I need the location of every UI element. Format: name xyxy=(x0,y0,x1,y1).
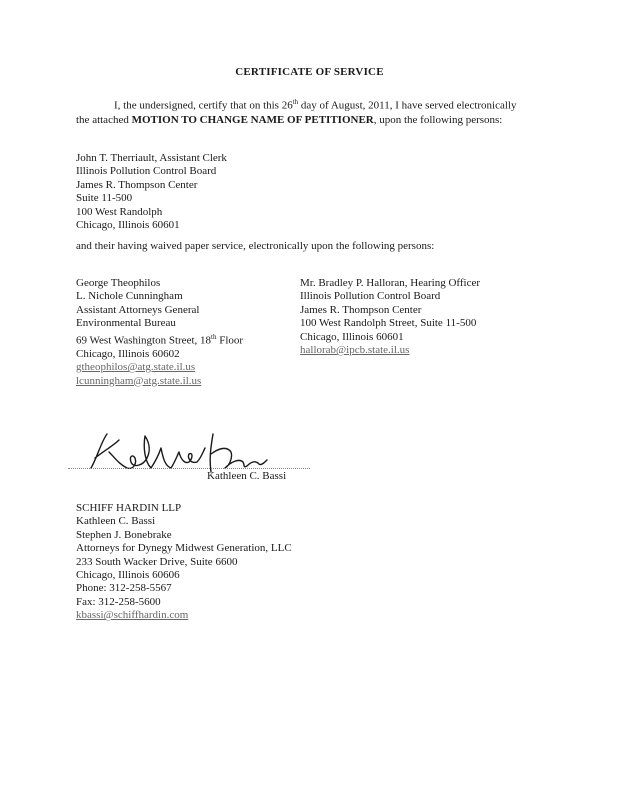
firm-line: Kathleen C. Bassi xyxy=(76,515,156,528)
intro-paragraph xyxy=(76,95,526,127)
address-line: L. Nichole Cunningham xyxy=(76,290,183,303)
waived-service-text: and their having waived paper service, electronically upon the following persons: xyxy=(76,240,435,252)
firm-line: 233 South Wacker Drive, Suite 6600 xyxy=(76,555,238,568)
signature-line xyxy=(68,468,310,469)
right-recipient-address xyxy=(300,277,480,357)
intro-text-3: , upon the following persons: xyxy=(373,113,503,126)
street-text-2: Floor xyxy=(216,334,244,347)
firm-signature-block xyxy=(76,502,292,623)
intro-text-2: day of August, 2011, I have served electronically the attached xyxy=(76,99,517,126)
address-line: Chicago, Illinois 60601 xyxy=(300,330,404,343)
firm-line: SCHIFF HARDIN LLP xyxy=(76,502,182,514)
intro-text-1: I, the undersigned, certify that on this 26 xyxy=(114,99,293,112)
address-line: John T. Therriault, Assistant Clerk xyxy=(76,152,227,164)
address-line: Chicago, Illinois 60601 xyxy=(76,219,180,232)
address-line: Mr. Bradley P. Halloran, Hearing Officer xyxy=(300,277,481,289)
address-line: Chicago, Illinois 60602 xyxy=(76,347,180,360)
firm-line: Phone: 312-258-5567 xyxy=(76,582,172,595)
address-line: 100 West Randolph Street, Suite 11-500 xyxy=(300,317,477,330)
address-line: Assistant Attorneys General xyxy=(76,303,200,316)
firm-line: Chicago, Illinois 60606 xyxy=(76,569,180,582)
email-link[interactable]: lcunningham@atg.state.il.us xyxy=(76,374,202,387)
street-text-1: 69 West Washington Street, 18 xyxy=(76,334,212,347)
left-recipient-address xyxy=(76,277,243,388)
address-street-line xyxy=(76,331,243,348)
signer-name: Kathleen C. Bassi xyxy=(207,470,287,482)
primary-recipient-address xyxy=(76,152,227,232)
email-link[interactable]: kbassi@schiffhardin.com xyxy=(76,609,189,622)
email-link[interactable]: gtheophilos@atg.state.il.us xyxy=(76,361,196,374)
firm-line: Attorneys for Dynegy Midwest Generation, LLC xyxy=(76,542,292,555)
address-line: 100 West Randolph xyxy=(76,205,163,218)
address-line: James R. Thompson Center xyxy=(76,178,198,191)
intro-ordinal-suffix: th xyxy=(292,98,299,106)
firm-line: Fax: 312-258-5600 xyxy=(76,595,161,608)
address-line: Suite 11-500 xyxy=(76,192,133,205)
address-line: George Theophilos xyxy=(76,277,161,289)
motion-title: MOTION TO CHANGE NAME OF PETITIONER xyxy=(131,113,374,126)
address-line: Illinois Pollution Control Board xyxy=(76,165,217,178)
street-ordinal-suffix: th xyxy=(211,332,217,341)
address-line: James R. Thompson Center xyxy=(300,303,422,316)
certificate-title: CERTIFICATE OF SERVICE xyxy=(235,66,384,78)
firm-line: Stephen J. Bonebrake xyxy=(76,528,172,541)
address-line: Environmental Bureau xyxy=(76,317,176,330)
address-line: Illinois Pollution Control Board xyxy=(300,290,441,303)
email-link[interactable]: hallorab@ipcb.state.il.us xyxy=(300,344,410,357)
